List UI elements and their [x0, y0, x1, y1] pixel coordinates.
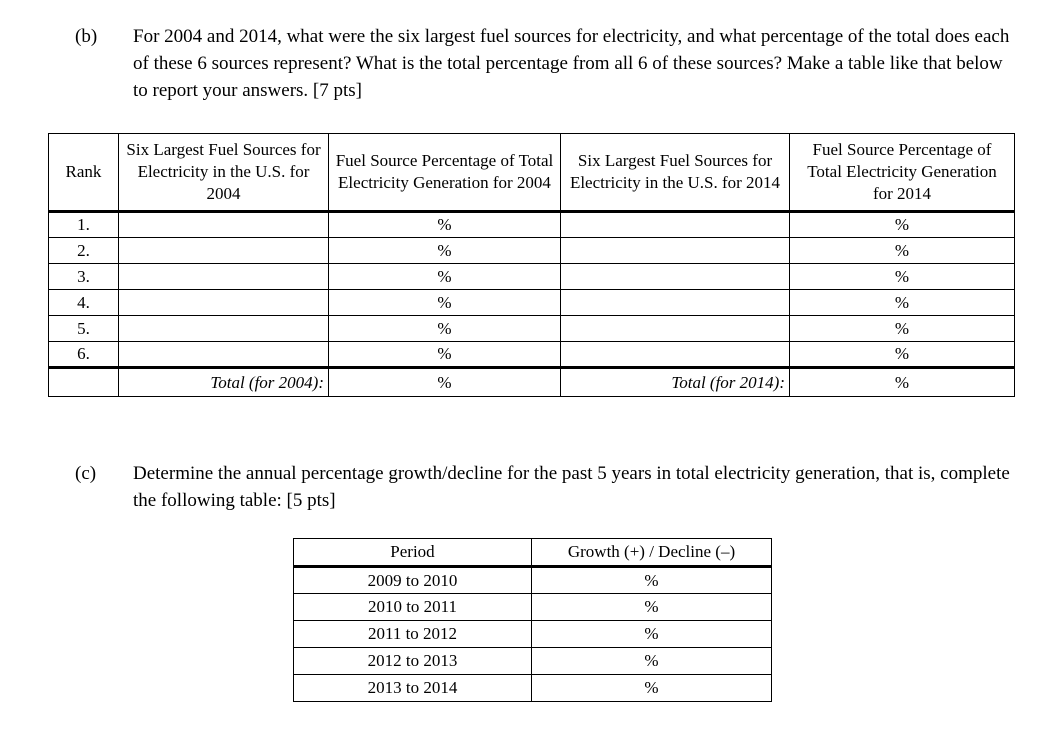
table-row: [49, 342, 1015, 368]
source-2004-cell: [119, 290, 329, 316]
pct-2014-cell: %: [790, 264, 1015, 290]
fuel-sources-table: [48, 133, 1015, 397]
table-row: [294, 675, 772, 702]
header-pct-2004: Fuel Source Percentage of Total Electricity Generation for 2004: [329, 134, 561, 212]
period-cell: 2010 to 2011: [294, 594, 532, 621]
source-2014-cell: [561, 238, 790, 264]
rank-cell: 5.: [49, 316, 119, 342]
question-c: [0, 397, 1050, 514]
header-growth-decline: Growth (+) / Decline (–): [532, 539, 772, 567]
period-cell: 2009 to 2010: [294, 567, 532, 594]
header-source-2004: Six Largest Fuel Sources for Electricity in the U.S. for 2004: [119, 134, 329, 212]
source-2014-cell: [561, 212, 790, 238]
period-cell: 2013 to 2014: [294, 675, 532, 702]
source-2014-cell: [561, 342, 790, 368]
source-2004-cell: [119, 264, 329, 290]
pct-2004-cell: %: [329, 342, 561, 368]
header-period: Period: [294, 539, 532, 567]
rank-cell: [49, 368, 119, 397]
header-source-2014: Six Largest Fuel Sources for Electricity in the U.S. for 2014: [561, 134, 790, 212]
pct-2014-cell: %: [790, 342, 1015, 368]
growth-value-cell: %: [532, 567, 772, 594]
total-row: [49, 368, 1015, 397]
table-row: [294, 621, 772, 648]
table-row: [49, 212, 1015, 238]
question-b-text: For 2004 and 2014, what were the six largest fuel sources for electricity, and what percentage of the total does each of these 6 sources represent? What is the total percentage from all 6 of these sources? Make a table like that below to report your answers. [7 pts]: [133, 26, 1010, 101]
table-row: [49, 264, 1015, 290]
table-c-header-row: [294, 539, 772, 567]
rank-cell: 3.: [49, 264, 119, 290]
pct-2014-cell: %: [790, 212, 1015, 238]
pct-2004-cell: %: [329, 264, 561, 290]
question-b-label: (b): [75, 26, 98, 47]
total-2004-label: Total (for 2004):: [119, 368, 329, 397]
source-2004-cell: [119, 238, 329, 264]
pct-2004-cell: %: [329, 290, 561, 316]
pct-2004-cell: %: [329, 238, 561, 264]
period-cell: 2011 to 2012: [294, 621, 532, 648]
header-pct-2014: Fuel Source Percentage of Total Electricity Generation for 2014: [790, 134, 1015, 212]
table-row: [49, 290, 1015, 316]
period-cell: 2012 to 2013: [294, 648, 532, 675]
table-b-header-row: [49, 134, 1015, 212]
header-rank: Rank: [49, 134, 119, 212]
table-row: [294, 567, 772, 594]
question-c-text: Determine the annual percentage growth/decline for the past 5 years in total electricity generation, that is, complete the following table: [5 pts]: [133, 463, 1010, 511]
source-2004-cell: [119, 212, 329, 238]
growth-decline-table: [293, 538, 772, 702]
pct-2014-cell: %: [790, 290, 1015, 316]
total-pct-2004-cell: %: [329, 368, 561, 397]
rank-cell: 1.: [49, 212, 119, 238]
growth-value-cell: %: [532, 621, 772, 648]
source-2004-cell: [119, 342, 329, 368]
growth-value-cell: %: [532, 594, 772, 621]
table-row: [294, 648, 772, 675]
pct-2004-cell: %: [329, 316, 561, 342]
total-2014-label: Total (for 2014):: [561, 368, 790, 397]
growth-value-cell: %: [532, 675, 772, 702]
question-c-label: (c): [75, 463, 97, 484]
table-row: [49, 316, 1015, 342]
table-row: [49, 238, 1015, 264]
rank-cell: 2.: [49, 238, 119, 264]
source-2004-cell: [119, 316, 329, 342]
rank-cell: 4.: [49, 290, 119, 316]
pct-2014-cell: %: [790, 316, 1015, 342]
table-row: [294, 594, 772, 621]
pct-2004-cell: %: [329, 212, 561, 238]
source-2014-cell: [561, 316, 790, 342]
pct-2014-cell: %: [790, 238, 1015, 264]
growth-value-cell: %: [532, 648, 772, 675]
question-b: [0, 0, 1050, 104]
rank-cell: 6.: [49, 342, 119, 368]
source-2014-cell: [561, 290, 790, 316]
total-pct-2014-cell: %: [790, 368, 1015, 397]
source-2014-cell: [561, 264, 790, 290]
